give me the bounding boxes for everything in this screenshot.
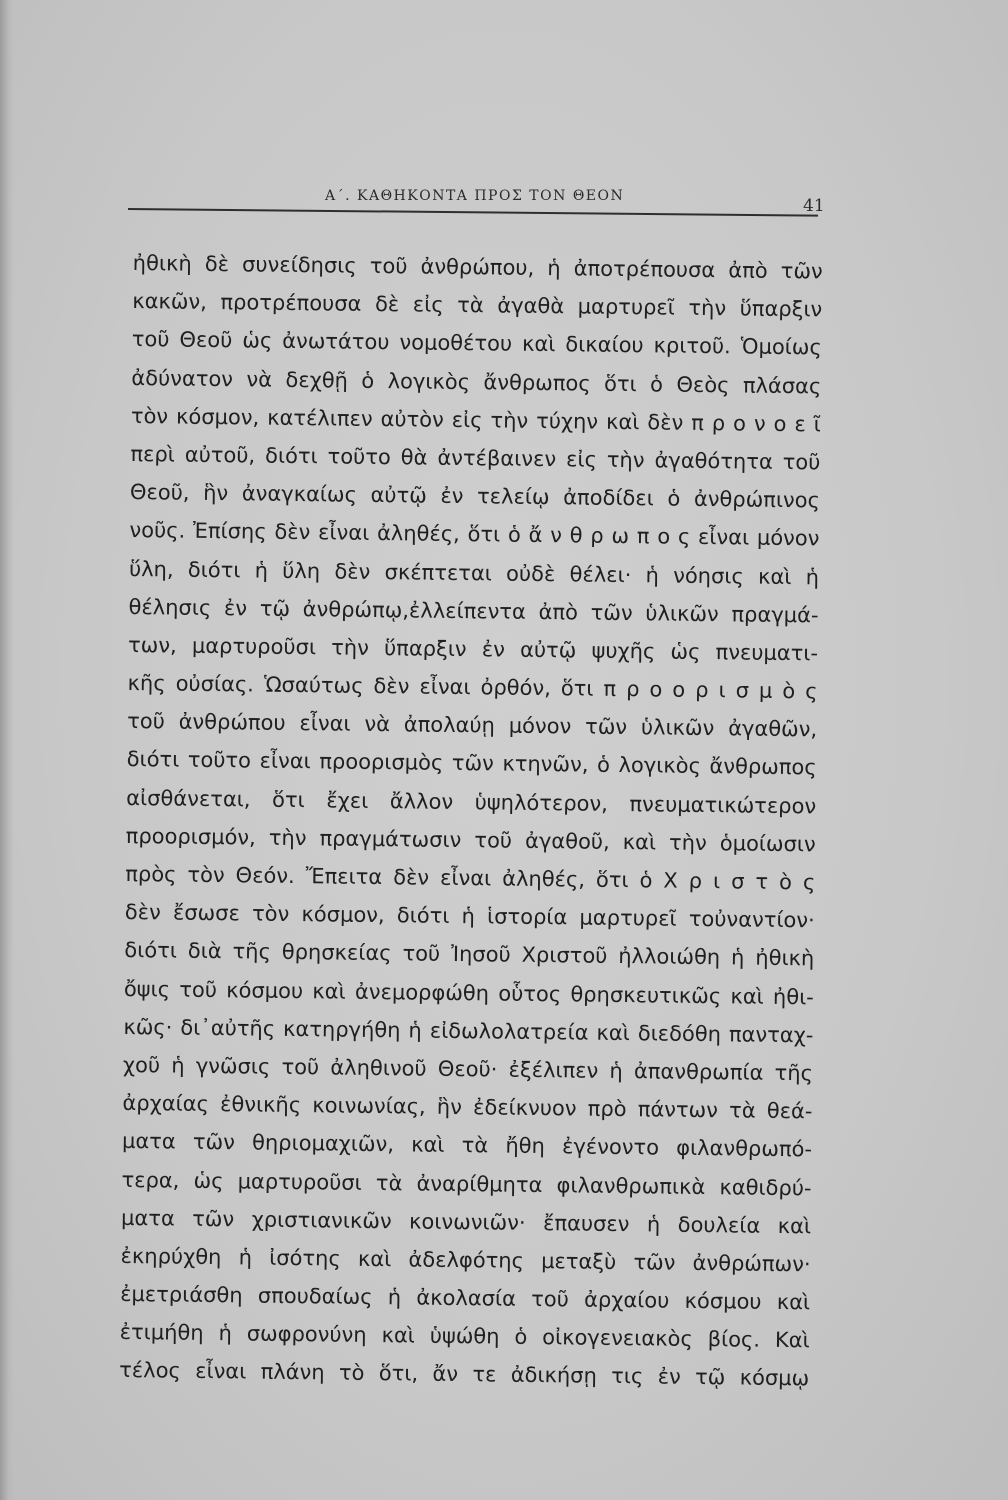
text-line: κακῶν, προτρέπουσα δὲ εἰς τὰ ἀγαθὰ μαρτυρεῖ τὴν ὕπαρξιν bbox=[132, 289, 823, 322]
text-line: ἀρχαίας ἐθνικῆς κοινωνίας, ἣν ἐδείκνυον πρὸ πάντων τὰ θεά- bbox=[122, 1091, 813, 1124]
text-line: πρὸς τὸν Θεόν. Ἔπειτα δὲν εἶναι ἀληθές, ὅτι ὁ Χ ρ ι σ τ ὸ ς bbox=[125, 861, 816, 895]
text-line: θέλησις ἐν τῷ ἀνθρώπῳ,ἐλλείπεντα ἀπὸ τῶν ὑλικῶν πραγμά- bbox=[128, 594, 819, 628]
text-line: ὕλη, διότι ἡ ὕλη δὲν σκέπτεται οὐδὲ θέλει· ἡ νόησις καὶ ἡ bbox=[128, 556, 820, 589]
running-header: Α΄. ΚΑΘΗΚΟΝΤΑ ΠΡΟΣ ΤΟΝ ΘΕΟΝ bbox=[325, 188, 625, 204]
text-line: προορισμόν, τὴν πραγμάτωσιν τοῦ ἀγαθοῦ, καὶ τὴν ὁμοίωσιν bbox=[125, 823, 816, 857]
text-line: ἠθικὴ δὲ συνείδησις τοῦ ἀνθρώπου, ἡ ἀποτρέπουσα ἀπὸ τῶν bbox=[132, 250, 823, 284]
text-line: περὶ αὐτοῦ, διότι τοῦτο θὰ ἀντέβαινεν εἰς τὴν ἀγαθότητα τοῦ bbox=[130, 441, 821, 475]
text-line: δὲν ἔσωσε τὸν κόσμον, διότι ἡ ἱστορία μαρτυρεῖ τοὐναντίον· bbox=[124, 900, 815, 933]
text-line: τὸν κόσμον, κατέλιπεν αὐτὸν εἰς τὴν τύχην καὶ δὲν π ρ ο ν ο ε ῖ bbox=[130, 403, 821, 437]
text-line: νοῦς. Ἐπίσης δὲν εἶναι ἀληθές, ὅτι ὁ ἄ ν θ ρ ω π ο ς εἶναι μόνον bbox=[129, 518, 820, 551]
text-line: των, μαρτυροῦσι τὴν ὕπαρξιν ἐν αὐτῷ ψυχῆς ὡς πνευματι- bbox=[127, 632, 819, 666]
text-line: τέλος εἶναι πλάνη τὸ ὅτι, ἄν τε ἀδικήσῃ τις ἐν τῷ κόσμῳ bbox=[119, 1358, 810, 1391]
text-line: ἐτιμήθη ἡ σωφρονύνη καὶ ὑψώθη ὁ οἰκογενειακὸς βίος. Καὶ bbox=[119, 1320, 810, 1353]
page-number: 41 bbox=[803, 196, 825, 216]
text-line: ἐμετριάσθη σπουδαίως ἡ ἀκολασία τοῦ ἀρχαίου κόσμου καὶ bbox=[120, 1281, 811, 1315]
text-line: κῆς οὐσίας. Ὡσαύτως δὲν εἶναι ὀρθόν, ὅτι π ρ ο ο ρ ι σ μ ὸ ς bbox=[127, 671, 818, 704]
text-line: διότι διὰ τῆς θρησκείας τοῦ Ἰησοῦ Χριστοῦ ἠλλοιώθη ἡ ἠθικὴ bbox=[124, 938, 815, 971]
text-line: τερα, ὡς μαρτυροῦσι τὰ ἀναρίθμητα φιλανθρωπικὰ καθιδρύ- bbox=[121, 1167, 812, 1200]
text-line: ἐκηρύχθη ἡ ἰσότης καὶ ἀδελφότης μεταξὺ τῶν ἀνθρώπων· bbox=[120, 1243, 811, 1277]
text-line: χοῦ ἡ γνῶσις τοῦ ἀληθινοῦ Θεοῦ· ἐξέλιπεν ἡ ἀπανθρωπία τῆς bbox=[122, 1052, 814, 1086]
text-line: ἀδύνατον νὰ δεχθῇ ὁ λογικὸς ἄνθρωπος ὅτι ὁ Θεὸς πλάσας bbox=[131, 365, 822, 398]
header-rule bbox=[128, 208, 818, 217]
text-line: ματα τῶν θηριομαχιῶν, καὶ τὰ ἤθη ἐγένοντο φιλανθρωπό- bbox=[121, 1129, 813, 1162]
text-line: τοῦ Θεοῦ ὡς ἀνωτάτου νομοθέτου καὶ δικαίου κριτοῦ. Ὁμοίως bbox=[131, 327, 822, 360]
text-line: ματα τῶν χριστιανικῶν κοινωνιῶν· ἔπαυσεν ἡ δουλεία καὶ bbox=[120, 1205, 812, 1239]
text-line: ὄψις τοῦ κόσμου καὶ ἀνεμορφώθη οὗτος θρησκευτικῶς καὶ ἠθι- bbox=[123, 976, 814, 1009]
body-text bbox=[119, 244, 823, 1398]
text-line: αἰσθάνεται, ὅτι ἔχει ἄλλον ὑψηλότερον, πνευματικώτερον bbox=[126, 785, 817, 819]
text-line: διότι τοῦτο εἶναι προορισμὸς τῶν κτηνῶν, ὁ λογικὸς ἄνθρωπος bbox=[126, 747, 817, 780]
text-line: Θεοῦ, ἣν ἀναγκαίως αὐτῷ ἐν τελείῳ ἀποδίδει ὁ ἀνθρώπινος bbox=[129, 480, 821, 513]
page-spine-shadow bbox=[0, 0, 14, 1500]
text-line: κῶς· δι᾽αὐτῆς κατηργήθη ἡ εἰδωλολατρεία καὶ διεδόθη πανταχ- bbox=[123, 1014, 814, 1048]
text-line: τοῦ ἀνθρώπου εἶναι νὰ ἀπολαύῃ μόνον τῶν ὑλικῶν ἀγαθῶν, bbox=[127, 709, 818, 742]
